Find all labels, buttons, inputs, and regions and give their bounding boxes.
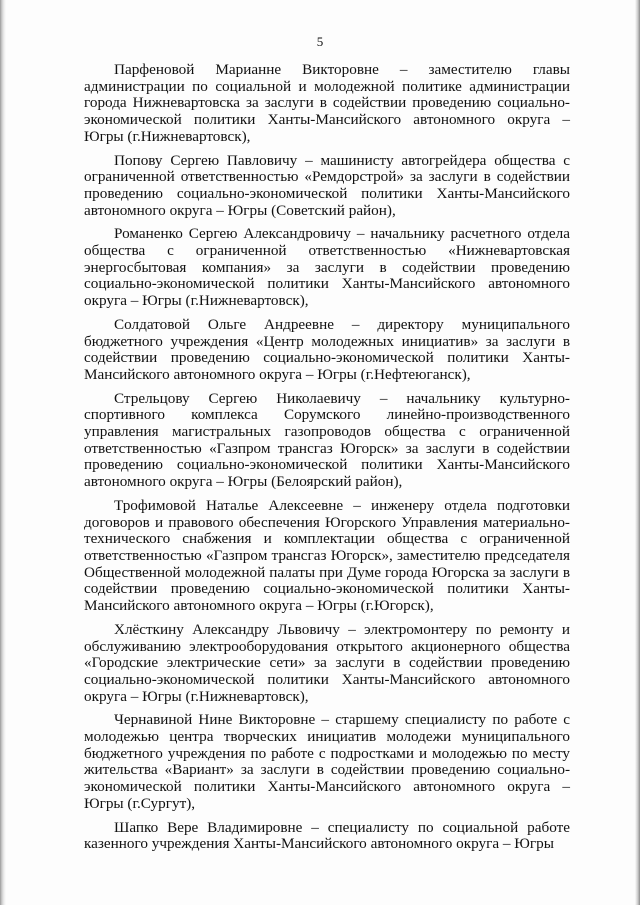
paragraph-romanenko: Романенко Сергею Александровичу – начальнику расчетного отдела общества с ограниченной ответственностью «Нижневартовская энергосбытовая компания» за заслуги в содействии проведению социально-экономической политики Ханты-Мансийского автономного округа – Югры (г.Нижневартовск), — [84, 225, 570, 310]
paragraph-popov: Попову Сергею Павловичу – машинисту автогрейдера общества с ограниченной ответственностью «Ремдорстрой» за заслуги в содействии проведению социально-экономической политики Ханты-Мансийского автономного округа – Югры (Советский район), — [84, 151, 570, 219]
paragraph-khlyostkin: Хлёсткину Александру Львовичу – электромонтеру по ремонту и обслуживанию электрооборудования открытого акционерного общества «Городские электрические сети» за заслуги в содействии проведению социально-экономической политики Ханты-Мансийского автономного округа – Югры (г.Нижневартовск), — [84, 620, 570, 705]
paragraph-parfenova: Парфеновой Марианне Викторовне – заместителю главы администрации по социальной и молодежной политике администрации города Нижневартовска за заслуги в содействии проведению социально-экономической политики Ханты-Мансийского автономного округа – Югры (г.Нижневартовск), — [84, 61, 570, 145]
paragraph-chernavina: Чернавиной Нине Викторовне – старшему специалисту по работе с молодежью центра творческих инициатив молодежи муниципального бюджетного учреждения по работе с подростками и молодежью по месту жительства «Вариант» за заслуги в содействии проведению социально-экономической политики Ханты-Мансийского автономного округа – Югры (г.Сургут), — [84, 711, 570, 812]
paragraph-shapko: Шапко Вере Владимировне – специалисту по социальной работе казенного учреждения Ханты-Мансийского автономного округа – Югры — [84, 818, 570, 853]
page-number: 5 — [316, 34, 324, 49]
paragraph-trofimova: Трофимовой Наталье Алексеевне – инженеру отдела подготовки договоров и правового обеспечения Югорского Управления материально-технического снабжения и комплектации общества с ограниченной ответственностью «Газпром трансгаз Югорск», заместителю председателя Общественной молодежной палаты при Думе города Югорска за заслуги в содействии проведению социально-экономической политики Ханты-Мансийского автономного округа – Югры (г.Югорск), — [84, 496, 570, 615]
paragraph-streltsov: Стрельцову Сергею Николаевичу – начальнику культурно-спортивного комплекса Сорумского линейно-производственного управления магистральных газопроводов общества с ограниченной ответственностью «Газпром трансгаз Югорск» за заслуги в содействии проведению социально-экономической политики Ханты-Мансийского автономного округа – Югры (Белоярский район), — [84, 389, 570, 491]
paragraph-soldatova: Солдатовой Ольге Андреевне – директору муниципального бюджетного учреждения «Центр молодежных инициатив» за заслуги в содействии проведению социально-экономической политики Ханты-Мансийского автономного округа – Югры (г.Нефтеюганск), — [84, 315, 570, 383]
scan-edge-right — [635, 0, 640, 905]
document-body — [84, 62, 570, 860]
scan-edge-left — [0, 0, 6, 905]
